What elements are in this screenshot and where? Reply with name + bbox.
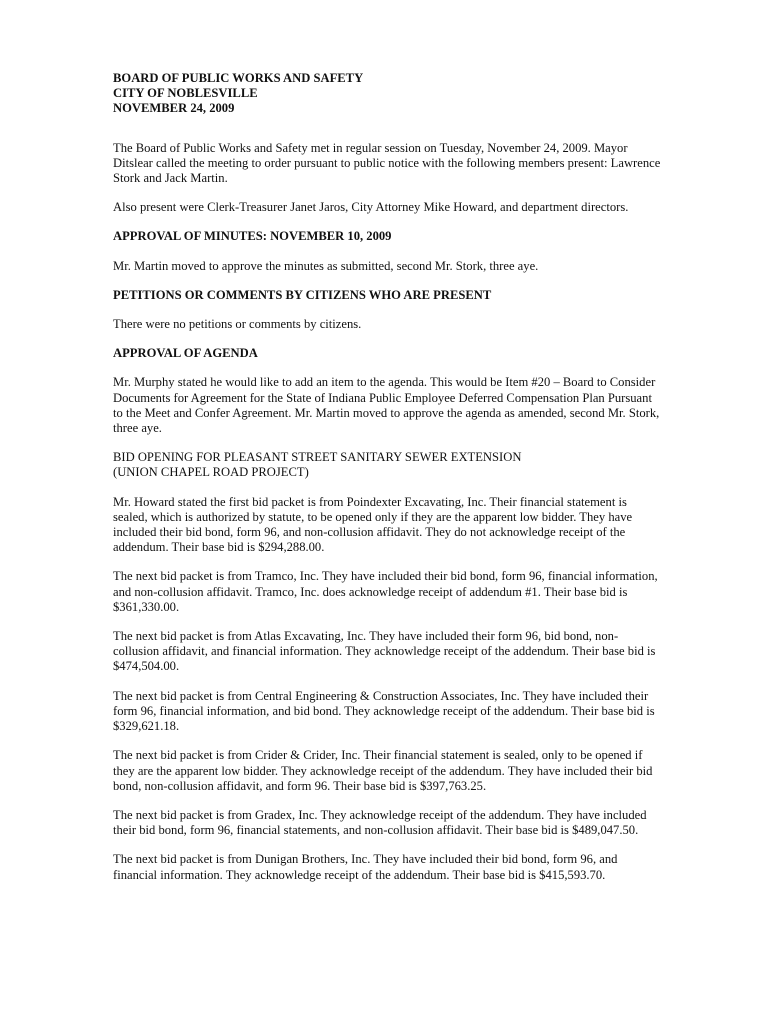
bid-paragraph-central-engineering: The next bid packet is from Central Engineering & Construction Associates, Inc. They have included their form 96, financial information, and bid bond. They acknowledge receipt of the addendum. Their base bid is $329,621.18. — [113, 688, 655, 734]
bid-opening-project-name: (UNION CHAPEL ROAD PROJECT) — [113, 465, 309, 480]
bid-paragraph-atlas: The next bid packet is from Atlas Excavating, Inc. They have included their form 96, bid bond, non-collusion affidavit, and financial information. They acknowledge receipt of the addendum. Their base bid is $474,504.00. — [113, 629, 656, 674]
petitions-body: There were no petitions or comments by citizens. — [113, 317, 362, 332]
intro-paragraph-also-present: Also present were Clerk-Treasurer Janet Jaros, City Attorney Mike Howard, and department directors. — [113, 200, 629, 215]
bid-paragraph-poindexter: Mr. Howard stated the first bid packet is from Poindexter Excavating, Inc. Their financial statement is sealed, which is authorized by statute, to be opened only if they are the apparent low bidder. They have included their bid bond, form 96, and non-collusion affidavit. They do not acknowledge receipt of the addendum. Their base bid is $294,288.00. — [113, 494, 633, 555]
document-page — [113, 71, 663, 883]
bid-paragraph-crider: The next bid packet is from Crider & Crider, Inc. Their financial statement is sealed, only to be opened if they are the apparent low bidder. They acknowledge receipt of the addendum. They have included their bid bond, non-collusion affidavit, and form 96. Their base bid is $397,763.25. — [113, 748, 653, 793]
header-meeting-date: NOVEMBER 24, 2009 — [113, 101, 235, 116]
bid-paragraph-dunigan: The next bid packet is from Dunigan Brothers, Inc. They have included their bid bond, form 96, and financial information. They acknowledge receipt of the addendum. Their base bid is $415,593.70. — [113, 852, 618, 882]
heading-approval-of-minutes: APPROVAL OF MINUTES: NOVEMBER 10, 2009 — [113, 229, 392, 244]
intro-paragraph-attendance: The Board of Public Works and Safety met in regular session on Tuesday, November 24, 2009. Mayor Ditslear called the meeting to order pursuant to public notice with the following members present: Lawrence Stork and Jack Martin. — [113, 140, 661, 186]
heading-approval-of-agenda: APPROVAL OF AGENDA — [113, 346, 258, 361]
bid-opening-heading-line: BID OPENING FOR PLEASANT STREET SANITARY SEWER EXTENSION — [113, 450, 522, 465]
header-city-name: CITY OF NOBLESVILLE — [113, 86, 258, 101]
bid-paragraph-gradex: The next bid packet is from Gradex, Inc. They acknowledge receipt of the addendum. They have included their bid bond, form 96, financial statements, and non-collusion affidavit. Their base bid is $489,047.50. — [113, 807, 647, 838]
bid-paragraph-tramco: The next bid packet is from Tramco, Inc. They have included their bid bond, form 96, financial information, and non-collusion affidavit. Tramco, Inc. does acknowledge receipt of addendum #1. Their base bid is $361,330.00. — [113, 569, 658, 614]
document-header — [113, 71, 663, 117]
heading-petitions: PETITIONS OR COMMENTS BY CITIZENS WHO ARE PRESENT — [113, 287, 492, 302]
header-board-name: BOARD OF PUBLIC WORKS AND SAFETY — [113, 71, 364, 85]
agenda-body: Mr. Murphy stated he would like to add an item to the agenda. This would be Item #20 – Board to Consider Documents for Agreement for the State of Indiana Public Employee Deferred Compensation Plan Pursuant to the Meet and Confer Agreement. Mr. Martin moved to approve the agenda as amended, second Mr. Stork, three aye. — [113, 375, 660, 436]
heading-bid-opening — [113, 450, 663, 480]
minutes-body: Mr. Martin moved to approve the minutes as submitted, second Mr. Stork, three aye. — [113, 258, 539, 273]
